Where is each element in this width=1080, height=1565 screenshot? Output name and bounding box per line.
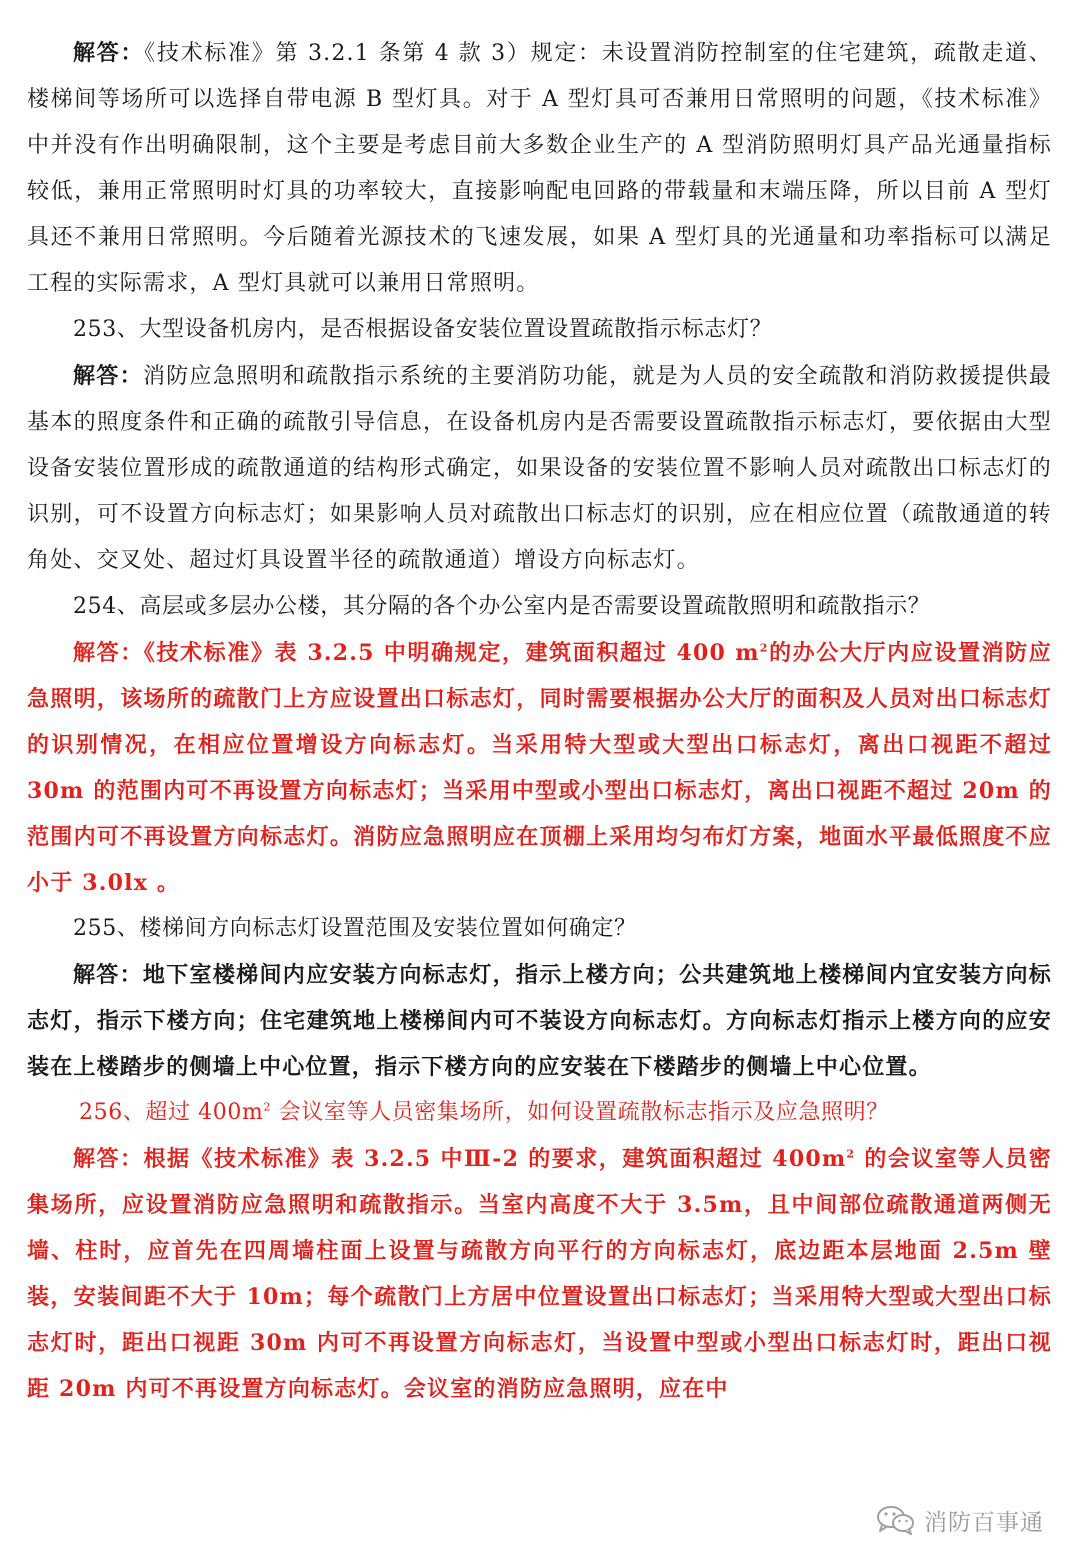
answer-text: 《技术标准》第 3.2.1 条第 4 款 3）规定：未设置消防控制室的住宅建筑，疏散走道、楼梯间等场所可以选择自带电源 B 型灯具。对于 A 型灯具可否兼用日常照明的问题，《技术标准》中并没有作出明确限制，这个主要是考虑目前大多数企业生产的 A 型消防照明灯具产品光通量指标较低，兼用正常照明时灯具的功率较大，直接影响配电回路的带载量和末端压降，所以目前 A 型灯具还不兼用日常照明。今后随着光源技术的飞速发展，如果 A 型灯具的光通量和功率指标可以满足工程的实际需求，A 型灯具就可以兼用日常照明。 xyxy=(27,41,1052,296)
answer-252 xyxy=(27,30,1052,307)
watermark-text: 消防百事通 xyxy=(924,1509,1044,1536)
answer-255: 解答：地下室楼梯间内应安装方向标志灯，指示上楼方向；公共建筑地上楼梯间内宜安装方向标志灯，指示下楼方向；住宅建筑地上楼梯间内可不装设方向标志灯。方向标志灯指示上楼方向的应安装在上楼踏步的侧墙上中心位置，指示下楼方向的应安装在下楼踏步的侧墙上中心位置。 xyxy=(27,962,1052,1080)
superscript: 2 xyxy=(263,1100,272,1114)
question-255: 255、楼梯间方向标志灯设置范围及安装位置如何确定？ xyxy=(73,916,637,941)
answer-256 xyxy=(27,1136,1052,1412)
answer-text-part2: 的办公大厅内应设置消防应急照明，该场所的疏散门上方应设置出口标志灯，同时需要根据办公大厅的面积及人员对出口标志灯的识别情况，在相应位置增设方向标志灯。当采用特大型或大型出口标志灯，离出口视距不超过 30m 的范围内可不再设置方向标志灯；当采用中型或小型出口标志灯，离出口视距不超过 20m 的范围内可不再设置方向标志灯。消防应急照明应在顶棚上采用均匀布灯方案，地面水平最低照度不应小于 3.0lx 。 xyxy=(27,640,1052,896)
superscript: 2 xyxy=(759,641,769,655)
superscript: 2 xyxy=(846,1147,856,1161)
answer-label: 解答： xyxy=(73,363,143,389)
answer-text-part1: 解答：根据《技术标准》表 3.2.5 中Ⅲ-2 的要求，建筑面积超过 400m xyxy=(73,1146,847,1172)
question-256 xyxy=(27,1090,1052,1136)
answer-text-part2: 的会议室等人员密集场所，应设置消防应急照明和疏散指示。当室内高度不大于 3.5m，且中间部位疏散通道两侧无墙、柱时，应首先在四周墙柱面上设置与疏散方向平行的方向标志灯，底边距本层地面 2.5m 壁装，安装间距不大于 10m；每个疏散门上方居中位置设置出口标志灯；当采用特大型或大型出口标志灯时，距出口视距 30m 内可不再设置方向标志灯，当设置中型或小型出口标志灯时，距出口视距 20m 内可不再设置方向标志灯。会议室的消防应急照明，应在中 xyxy=(27,1146,1052,1402)
answer-text: 消防应急照明和疏散指示系统的主要消防功能，就是为人员的安全疏散和消防救援提供最基本的照度条件和正确的疏散引导信息，在设备机房内是否需要设置疏散指示标志灯，要依据由大型设备安装位置形成的疏散通道的结构形式确定，如果设备的安装位置不影响人员对疏散出口标志灯的识别，可不设置方向标志灯；如果影响人员对疏散出口标志灯的识别，应在相应位置（疏散通道的转角处、交叉处、超过灯具设置半径的疏散通道）增设方向标志灯。 xyxy=(27,364,1052,573)
answer-253 xyxy=(27,353,1052,584)
question-254: 254、高层或多层办公楼，其分隔的各个办公室内是否需要设置疏散照明和疏散指示？ xyxy=(73,594,931,619)
watermark xyxy=(876,1502,1044,1538)
answer-text-part1: 解答：《技术标准》表 3.2.5 中明确规定，建筑面积超过 400 m xyxy=(73,640,760,666)
wechat-icon xyxy=(876,1505,916,1535)
answer-254 xyxy=(27,630,1052,906)
answer-label: 解答： xyxy=(73,40,145,66)
question-text-part2: 会议室等人员密集场所，如何设置疏散标志指示及应急照明？ xyxy=(271,1100,889,1125)
question-text-part1: 256、超过 400m xyxy=(79,1100,264,1125)
question-253: 253、大型设备机房内，是否根据设备安装位置设置疏散指示标志灯？ xyxy=(73,317,773,342)
